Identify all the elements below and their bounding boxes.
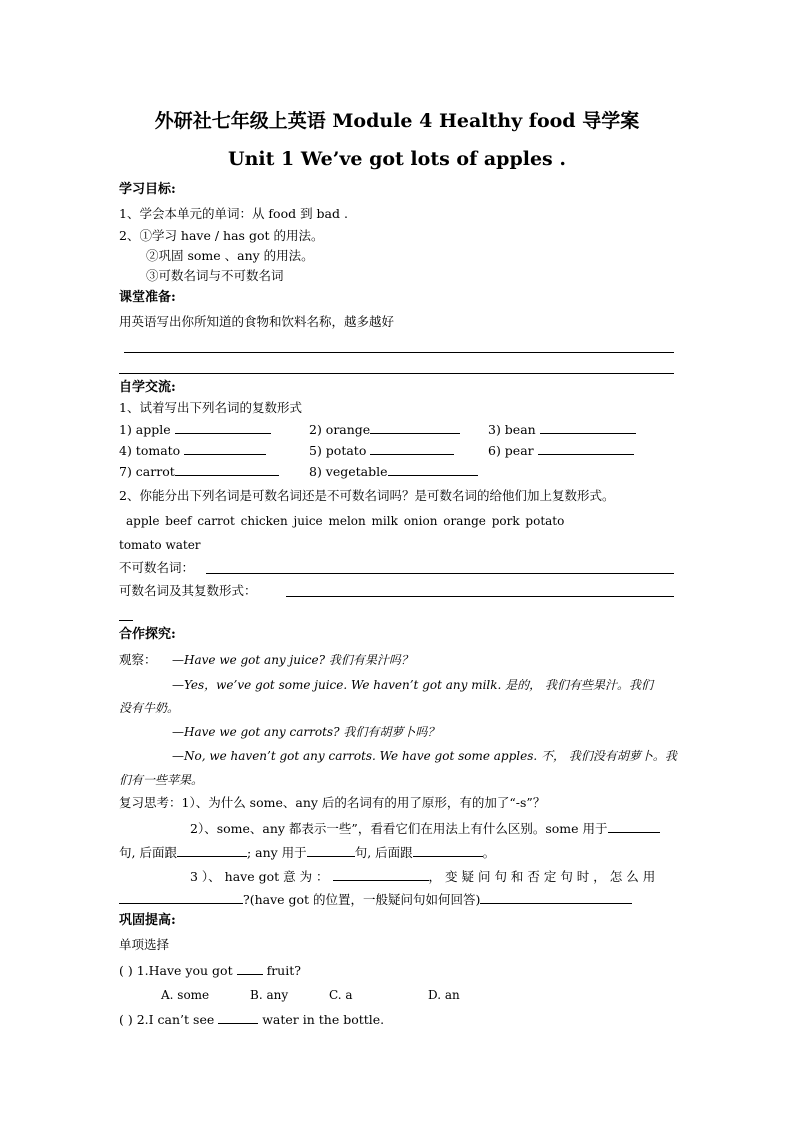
answer-blank[interactable] (119, 891, 243, 904)
answer-blank[interactable] (540, 421, 636, 434)
consolidate-heading: 巩固提高: (119, 913, 176, 928)
reflection-question: 复习思考：1）、为什么 some、any 后的名词有的用了原形，有的加了“-s”？ (119, 795, 546, 810)
answer-blank[interactable] (538, 442, 634, 455)
word-list: tomato water (119, 538, 201, 552)
answer-blank[interactable] (184, 442, 266, 455)
dialogue-line: —Have we got any carrots? 我们有胡萝卜吗？ (172, 725, 440, 739)
plural-item: 4) tomato (119, 442, 266, 459)
plural-item: 8) vegetable (309, 463, 478, 480)
answer-blank[interactable] (370, 442, 454, 455)
countable-label: 可数名词及其复数形式： (119, 583, 257, 598)
page-subtitle: Unit 1 We’ve got lots of apples . (228, 148, 566, 170)
explore-heading: 合作探究: (119, 627, 176, 642)
answer-paren[interactable]: ( ) (119, 1012, 133, 1027)
prep-heading: 课堂准备: (119, 290, 176, 305)
uncountable-label: 不可数名词： (119, 560, 195, 575)
answer-blank[interactable] (175, 421, 271, 434)
dialogue-line: 们有一些苹果。 (119, 773, 204, 787)
answer-line[interactable] (119, 620, 133, 621)
observe-label: 观察： (119, 652, 157, 667)
objective-item: ②巩固 some 、any 的用法。 (146, 248, 314, 263)
answer-blank (237, 962, 263, 975)
page-title: 外研社七年级上英语 Module 4 Healthy food 导学案 (154, 110, 640, 132)
objective-item: 1、学会本单元的单词：从 food 到 bad . (119, 206, 348, 221)
dialogue-line: 没有牛奶。 (119, 701, 180, 715)
mc-option[interactable]: D. an (428, 988, 460, 1002)
reflection-question: 3 ）、 have got 意 为 ： ， 变 疑 问 句 和 否 定 句 时 ， 怎 么 用 (190, 869, 656, 884)
answer-paren[interactable]: ( ) (119, 963, 133, 978)
answer-line[interactable] (286, 596, 674, 597)
answer-line[interactable] (124, 352, 674, 353)
word-list: apple beef carrot chicken juice melon milk onion orange pork potato (126, 514, 565, 528)
mc-question: ( ) 1.Have you got fruit? (119, 963, 301, 978)
plural-item: 3) bean (488, 421, 636, 438)
objective-item: 2、①学习 have / has got 的用法。 (119, 228, 324, 243)
plural-question: 1、试着写出下列名词的复数形式 (119, 400, 302, 415)
dialogue-line: —Have we got any juice? 我们有果汁吗？ (172, 653, 413, 667)
mc-option[interactable]: C. a (329, 988, 353, 1002)
answer-blank[interactable] (413, 844, 483, 857)
answer-line[interactable] (119, 373, 674, 374)
plural-item: 7) carrot (119, 463, 279, 480)
answer-blank[interactable] (388, 463, 478, 476)
reflection-question: 句, 后面跟 ; any 用于 句, 后面跟 。 (119, 845, 496, 860)
plural-item: 2) orange (309, 421, 460, 438)
answer-blank[interactable] (175, 463, 279, 476)
plural-item: 1) apple (119, 421, 271, 438)
answer-blank[interactable] (177, 844, 247, 857)
answer-blank[interactable] (480, 891, 632, 904)
plural-item: 5) potato (309, 442, 454, 459)
plural-item: 6) pear (488, 442, 634, 459)
prep-instruction: 用英语写出你所知道的食物和饮料名称，越多越好 (119, 314, 395, 329)
mc-option[interactable]: A. some (161, 988, 210, 1002)
objectives-heading: 学习目标: (119, 182, 176, 197)
answer-blank[interactable] (608, 820, 660, 833)
dialogue-line: —No, we haven’t got any carrots. We have got some apples. 不， 我们没有胡萝卜。我 (172, 749, 677, 763)
reflection-question: 2）、some、any 都表示一些”，看看它们在用法上有什么区别。some 用于 (190, 820, 660, 837)
answer-blank[interactable] (370, 421, 460, 434)
answer-line[interactable] (206, 573, 674, 574)
reflection-question: ?(have got 的位置，一般疑问句如何回答) (119, 891, 632, 908)
consolidate-subheading: 单项选择 (119, 937, 170, 952)
answer-blank (218, 1011, 258, 1024)
dialogue-line: —Yes，we’ve got some juice. We haven’t got any milk. 是的， 我们有些果汁。我们 (172, 678, 653, 692)
self-study-heading: 自学交流: (119, 380, 176, 395)
answer-blank[interactable] (333, 868, 429, 881)
countable-question: 2、你能分出下列名词是可数名词还是不可数名词吗？是可数名词的给他们加上复数形式。 (119, 488, 615, 503)
objective-item: ③可数名词与不可数名词 (146, 268, 284, 283)
answer-blank[interactable] (307, 844, 355, 857)
mc-question: ( ) 2.I can’t see water in the bottle. (119, 1012, 385, 1027)
mc-option[interactable]: B. any (250, 988, 289, 1002)
